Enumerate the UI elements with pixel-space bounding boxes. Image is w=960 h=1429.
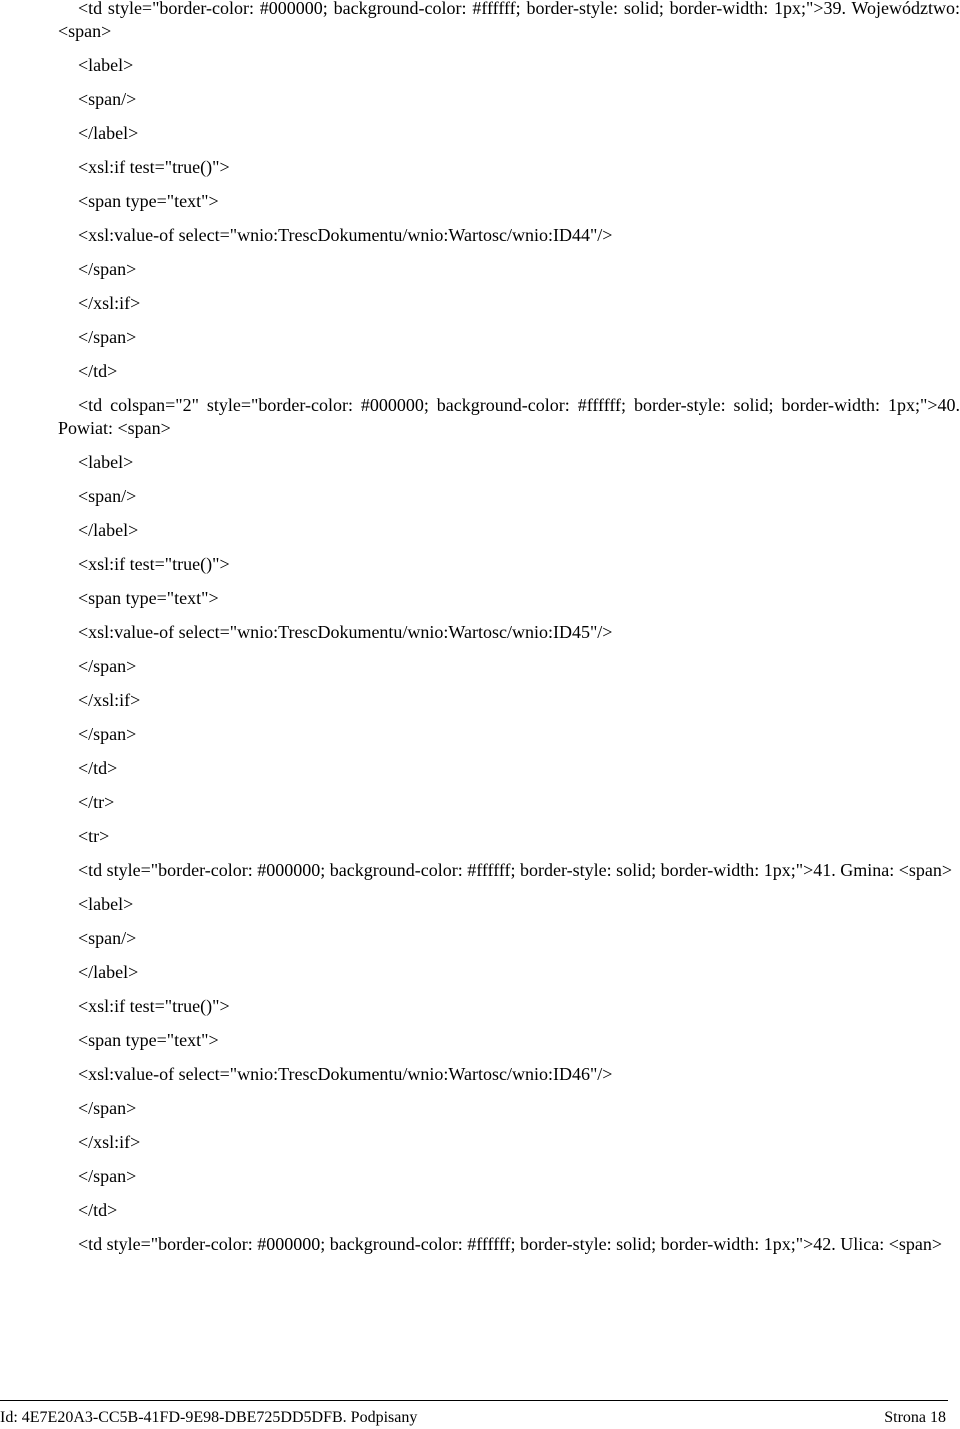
code-line: </label> bbox=[78, 962, 139, 982]
code-paragraph: <td colspan="2" style="border-color: #000000; background-color: #ffffff; border-style: solid; border-width: 1px;">40. Powiat: <span> bbox=[58, 395, 960, 438]
code-line: <span/> bbox=[78, 928, 137, 948]
code-line: <span/> bbox=[78, 486, 137, 506]
document-id: Id: 4E7E20A3-CC5B-41FD-9E98-DBE725DD5DFB. Podpisany bbox=[0, 1409, 418, 1426]
code-line: </label> bbox=[78, 123, 139, 143]
code-line: <xsl:value-of select="wnio:TrescDokumentu/wnio:Wartosc/wnio:ID45"/> bbox=[78, 622, 613, 642]
code-line: <span type="text"> bbox=[78, 191, 219, 211]
code-line: <xsl:value-of select="wnio:TrescDokumentu/wnio:Wartosc/wnio:ID44"/> bbox=[78, 225, 613, 245]
code-paragraph: <td style="border-color: #000000; background-color: #ffffff; border-style: solid; border-width: 1px;">42. Ulica: <span> bbox=[78, 1234, 943, 1254]
code-line: </td> bbox=[78, 361, 118, 381]
code-paragraph: <td style="border-color: #000000; background-color: #ffffff; border-style: solid; border-width: 1px;">41. Gmina: <span> bbox=[78, 860, 953, 880]
code-line: </td> bbox=[78, 1200, 118, 1220]
code-paragraph: <td style="border-color: #000000; background-color: #ffffff; border-style: solid; border-width: 1px;">39. Województwo: <span> bbox=[58, 0, 960, 41]
code-line: </span> bbox=[78, 327, 137, 347]
code-line: </xsl:if> bbox=[78, 690, 141, 710]
code-line: <label> bbox=[78, 452, 134, 472]
code-line: <xsl:if test="true()"> bbox=[78, 157, 230, 177]
page-number: Strona 18 bbox=[884, 1409, 946, 1426]
code-line: <xsl:value-of select="wnio:TrescDokumentu/wnio:Wartosc/wnio:ID46"/> bbox=[78, 1064, 613, 1084]
code-line: </span> bbox=[78, 1098, 137, 1118]
code-line: <span type="text"> bbox=[78, 588, 219, 608]
code-line: </xsl:if> bbox=[78, 1132, 141, 1152]
code-line: <xsl:if test="true()"> bbox=[78, 996, 230, 1016]
code-line: <span/> bbox=[78, 89, 137, 109]
code-line: </xsl:if> bbox=[78, 293, 141, 313]
code-line: <span type="text"> bbox=[78, 1030, 219, 1050]
code-line: </td> bbox=[78, 758, 118, 778]
code-line: <tr> bbox=[78, 826, 110, 846]
code-line: </label> bbox=[78, 520, 139, 540]
code-line: </span> bbox=[78, 724, 137, 744]
code-line: <xsl:if test="true()"> bbox=[78, 554, 230, 574]
code-line: <label> bbox=[78, 894, 134, 914]
code-line: <label> bbox=[78, 55, 134, 75]
page-footer bbox=[0, 1400, 948, 1429]
code-line: </span> bbox=[78, 656, 137, 676]
code-line: </span> bbox=[78, 259, 137, 279]
code-line: </tr> bbox=[78, 792, 115, 812]
code-line: </span> bbox=[78, 1166, 137, 1186]
